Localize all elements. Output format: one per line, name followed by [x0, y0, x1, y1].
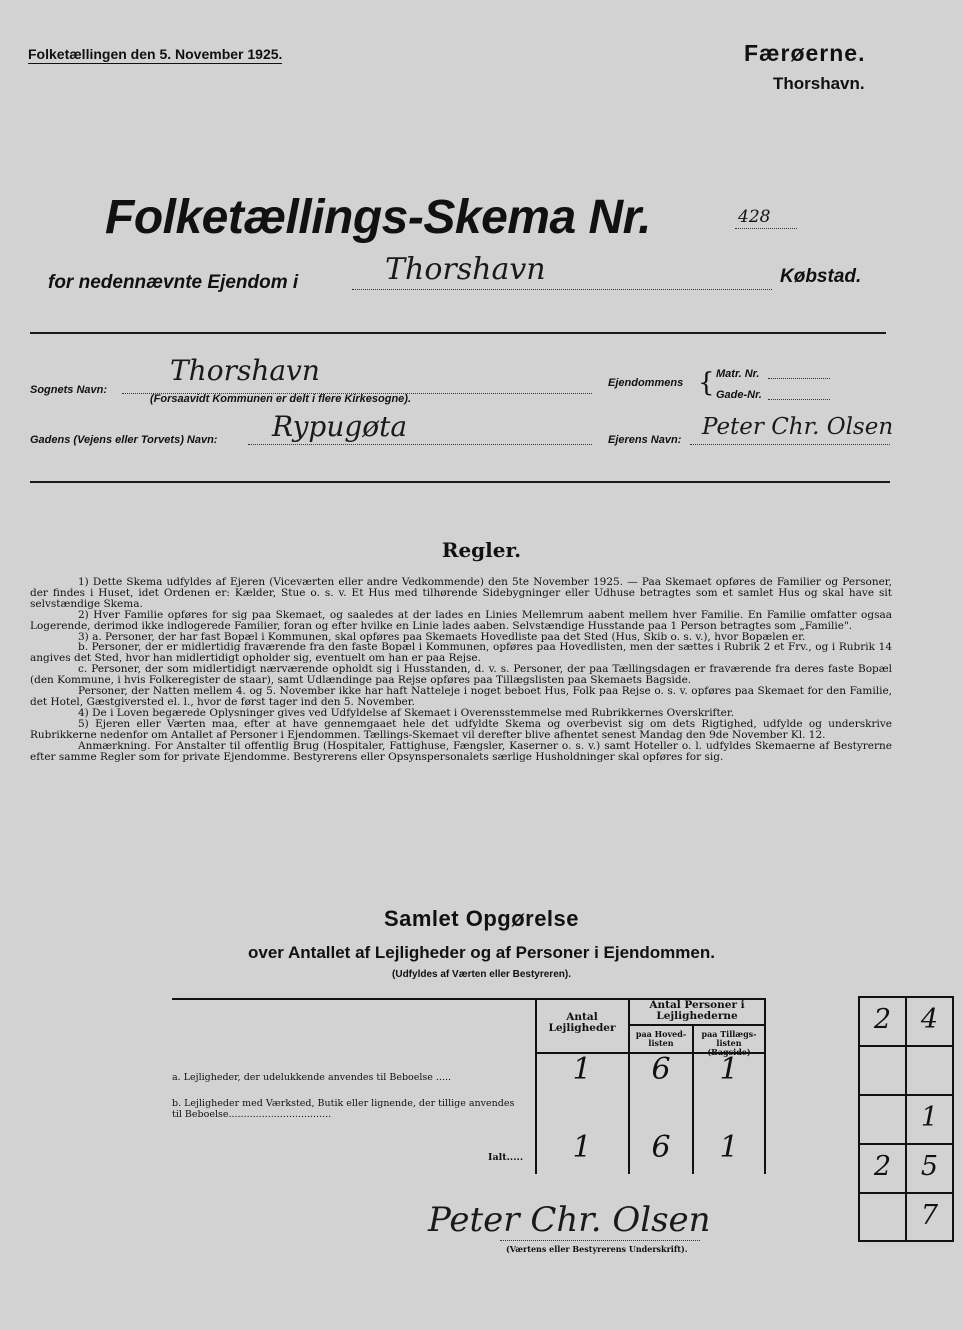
owner-value: Peter Chr. Olsen [702, 414, 894, 440]
owner-line [690, 444, 890, 445]
col-persons: Antal Personer i Lejlighederne [649, 999, 745, 1022]
rule-3c: c. Personer, der som midlertidigt nærværende opholdt sig i Husstanden, d. v. s. Personer, der paa Tællingsdagen er fraværende fra deres faste Bopæl (den Kommune, i hvis Folkeregister de staar), samt Udlændinge paa Rejse opføres paa Tillægslisten paa Skemaets Bagside. [30, 663, 892, 687]
total-label: Ialt..... [488, 1152, 524, 1163]
region: Færøerne. [744, 40, 866, 66]
side-box-hline-1 [858, 1045, 954, 1047]
matr-label: Matr. Nr. [716, 368, 760, 380]
side-box-hline-3 [858, 1143, 954, 1145]
col-main: paa Hoved-listen [635, 1029, 687, 1048]
rule-note: Anmærkning. For Anstalter til offentlig Brug (Hospitaler, Fattighuse, Fængsler, Kaserner o. s. v.) samt Hoteller o. l. udfyldes Skemaerne af Bestyrerne efter samme Regler som for private Ejendomme. Bestyrerens eller Opsynspersonalets særlige Husholdninger skal opføres for sig. [30, 739, 892, 763]
summary-heading: Samlet Opgørelse [383, 906, 580, 931]
summary-note: (Udfyldes af Værten eller Bestyreren). [392, 969, 571, 980]
row-a-label: a. Lejligheder, der udelukkende anvendes til Beboelse ..... [172, 1072, 452, 1083]
rules-body [30, 577, 892, 762]
rule-5: 5) Ejeren eller Værten maa, efter at have gennemgaaet hele det udfyldte Skema og overbevist sig om dets Rigtighed, udfylde og underskrive Rubrikkerne nedenfor om Antallet af Personer i Ejendommen. Tællings-Skemaet vil derefter blive afhentet senest Mandag den 9de November Kl. 12. [30, 717, 892, 741]
row-a-main: 6 [651, 1052, 671, 1087]
top-rule [30, 332, 886, 334]
side-box-r1-right: 4 [920, 1004, 939, 1035]
place-line [352, 289, 772, 290]
table-persons-rule [628, 1024, 765, 1026]
subtitle-right: Købstad. [780, 266, 862, 287]
side-box-hline-4 [858, 1192, 954, 1194]
side-box-r3-right: 1 [920, 1102, 939, 1133]
town: Thorshavn. [773, 74, 865, 93]
side-box-hline-2 [858, 1094, 954, 1096]
place-handwritten: Thorshavn [385, 252, 546, 287]
form-number-handwritten: 428 [738, 207, 771, 227]
gade-line [768, 399, 830, 400]
rules-heading: Regler. [441, 538, 522, 562]
col-supp: paa Tillægs-listen (Bagside) [701, 1029, 757, 1057]
side-box-r4-right: 5 [920, 1151, 939, 1182]
form-title: Folketællings-Skema Nr. [105, 191, 652, 244]
form-rule [30, 481, 890, 483]
street-label: Gadens (Vejens eller Torvets) Navn: [30, 434, 218, 446]
owner-label: Ejerens Navn: [608, 434, 682, 446]
parish-label: Sognets Navn: [30, 384, 108, 396]
property-brace: { [698, 368, 715, 398]
col-apartments: Antal Lejligheder [548, 1011, 616, 1034]
table-vline-1 [535, 998, 537, 1174]
parish-value: Thorshavn [170, 354, 320, 387]
matr-line [768, 378, 830, 379]
rule-3b: b. Personer, der er midlertidig fraværende fra den faste Bopæl i Kommunen, opføres paa Hovedlisten, men der sættes i Rubrik 2 et Frv., og i Rubrik 14 angives det Sted, hvor han midlertidigt opholder sig, eventuelt om han er paa Rejse. [30, 641, 892, 665]
street-line [248, 444, 592, 445]
side-box-r5-right: 7 [920, 1200, 939, 1231]
summary-subheading: over Antallet af Lejligheder og af Personer i Ejendommen. [248, 943, 715, 962]
gade-label: Gade-Nr. [716, 389, 762, 401]
total-main: 6 [651, 1130, 671, 1165]
signature-caption: (Værtens eller Bestyrerens Underskrift). [506, 1244, 688, 1254]
total-supp: 1 [719, 1130, 739, 1165]
row-b-label: b. Lejligheder med Værksted, Butik eller lignende, der tillige anvendes til Beboelse.................................. [172, 1098, 515, 1120]
total-apartments: 1 [572, 1130, 592, 1165]
rule-4: 4) De i Loven begærede Oplysninger gives ved Udfyldelse af Skemaet i Overensstemmelse med Rubrikkernes Overskrifter. [78, 706, 735, 719]
row-a-apartments: 1 [572, 1052, 592, 1087]
owner-signature: Peter Chr. Olsen [428, 1200, 711, 1240]
rule-3a: 3) a. Personer, der har fast Bopæl i Kommunen, skal opføres paa Skemaets Hovedliste paa det Sted (Hus, Skib o. s. v.), hvor Bopælen er. [78, 630, 806, 643]
row-a-supp: 1 [719, 1052, 739, 1087]
signature-line [500, 1240, 700, 1241]
census-date: Folketællingen den 5. November 1925. [28, 46, 283, 62]
subtitle-left: for nedennævnte Ejendom i [48, 272, 299, 293]
rule-1: 1) Dette Skema udfyldes af Ejeren (Viceværten eller andre Vedkommende) den 5te November 1925. — Paa Skemaet opføres de Familier og Personer, der findes i Huset, idet Ordenen er: Kælder, Stue o. s. v. Et Hus med tilhørende Sidebygninger eller Udhuse betragtes som et samlet Hus og skal have sit selvstændige Skema. [30, 576, 892, 610]
side-box-r4-left: 2 [873, 1151, 892, 1182]
parish-note: (Forsaavidt Kommunen er delt i flere Kirkesogne). [150, 393, 412, 405]
side-box-r1-left: 2 [873, 1004, 892, 1035]
property-label: Ejendommens [608, 377, 684, 389]
rule-2: 2) Hver Familie opføres for sig paa Skemaet, og saaledes at der lades en Linies Mellemrum aabent mellem hver Familie. En Familie omfatter ogsaa Logerende, derimod ikke indlogerede Familier, foran og efter hvilke en Linie lades aaben. Selvstændige Husstande paa 1 Person betragtes som „Familie". [30, 608, 892, 632]
rule-night: Personer, der Natten mellem 4. og 5. November ikke har haft Natteleje i noget beboet Hus, Folk paa Rejse o. s. v. opføres paa Skemaet for den Familie, det Hotel, Gæstgiversted el. l., hvor de først tager ind den 5. November. [30, 685, 892, 708]
street-value: Rypugøta [272, 410, 408, 443]
form-number-line [735, 228, 797, 229]
